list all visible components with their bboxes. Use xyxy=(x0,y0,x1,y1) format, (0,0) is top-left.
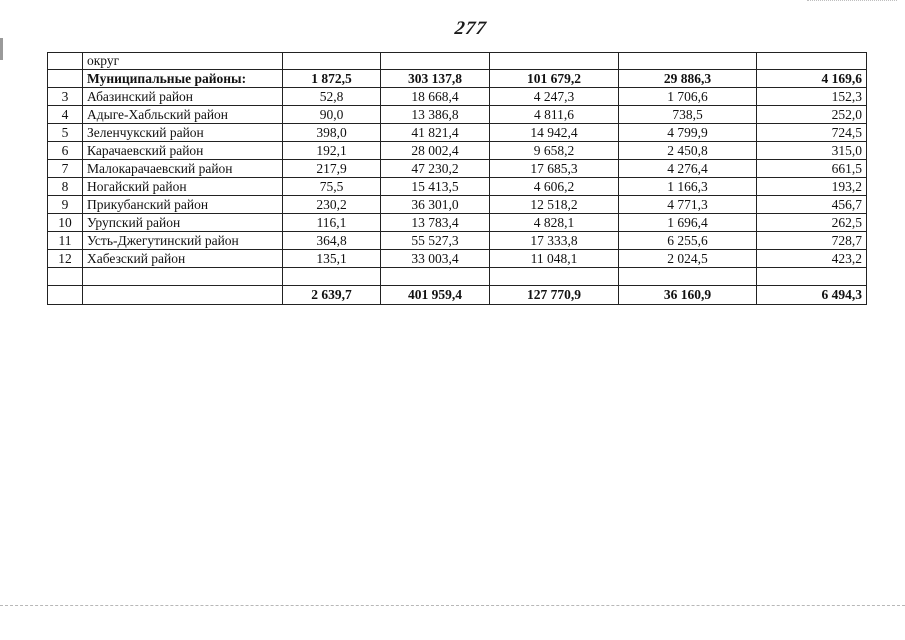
row-number: 5 xyxy=(48,124,83,142)
cell-col1: 1 872,5 xyxy=(283,70,381,88)
row-name: Ногайский район xyxy=(83,178,283,196)
row-name xyxy=(83,268,283,286)
cell-col3: 4 606,2 xyxy=(490,178,619,196)
cell-col1: 90,0 xyxy=(283,106,381,124)
row-number: 11 xyxy=(48,232,83,250)
cell-col5: 456,7 xyxy=(757,196,867,214)
cell-col1: 217,9 xyxy=(283,160,381,178)
cell-col3: 9 658,2 xyxy=(490,142,619,160)
cell-col4 xyxy=(619,268,757,286)
cell-col1 xyxy=(283,53,381,70)
cell-col4: 1 696,4 xyxy=(619,214,757,232)
cell-col3: 4 811,6 xyxy=(490,106,619,124)
row-name: Абазинский район xyxy=(83,88,283,106)
cell-col2: 13 783,4 xyxy=(381,214,490,232)
cell-col2: 41 821,4 xyxy=(381,124,490,142)
row-name: округ xyxy=(83,53,283,70)
cell-col5: 423,2 xyxy=(757,250,867,268)
table-row-empty xyxy=(48,268,867,286)
cell-col2: 13 386,8 xyxy=(381,106,490,124)
row-number: 3 xyxy=(48,88,83,106)
cell-col5: 315,0 xyxy=(757,142,867,160)
cell-col1: 75,5 xyxy=(283,178,381,196)
cell-col4 xyxy=(619,53,757,70)
cell-col3 xyxy=(490,268,619,286)
cell-col5: 262,5 xyxy=(757,214,867,232)
cell-col4: 2 450,8 xyxy=(619,142,757,160)
table-body xyxy=(48,53,867,305)
row-name: Муниципальные районы: xyxy=(83,70,283,88)
cell-col2 xyxy=(381,268,490,286)
cell-col5 xyxy=(757,268,867,286)
cell-col4: 1 166,3 xyxy=(619,178,757,196)
table-row xyxy=(48,142,867,160)
row-name xyxy=(83,286,283,305)
cell-col3: 12 518,2 xyxy=(490,196,619,214)
row-name: Малокарачаевский район xyxy=(83,160,283,178)
row-name: Адыге-Хабльский район xyxy=(83,106,283,124)
row-name: Прикубанский район xyxy=(83,196,283,214)
cell-col4: 4 276,4 xyxy=(619,160,757,178)
cell-col4: 2 024,5 xyxy=(619,250,757,268)
cell-col2: 36 301,0 xyxy=(381,196,490,214)
cell-col3: 14 942,4 xyxy=(490,124,619,142)
cell-col2: 303 137,8 xyxy=(381,70,490,88)
table-row xyxy=(48,124,867,142)
table-row xyxy=(48,250,867,268)
cell-col3 xyxy=(490,53,619,70)
cell-col4: 4 799,9 xyxy=(619,124,757,142)
cell-col4: 29 886,3 xyxy=(619,70,757,88)
cell-col3: 4 247,3 xyxy=(490,88,619,106)
cell-col5: 193,2 xyxy=(757,178,867,196)
scan-divider-line xyxy=(0,605,905,606)
cell-col5: 661,5 xyxy=(757,160,867,178)
row-number: 4 xyxy=(48,106,83,124)
table-row xyxy=(48,106,867,124)
cell-col4: 6 255,6 xyxy=(619,232,757,250)
row-number xyxy=(48,53,83,70)
table-row-top xyxy=(48,53,867,70)
row-number: 6 xyxy=(48,142,83,160)
row-number: 12 xyxy=(48,250,83,268)
table-row xyxy=(48,178,867,196)
cell-col1: 192,1 xyxy=(283,142,381,160)
cell-col1: 52,8 xyxy=(283,88,381,106)
row-number: 10 xyxy=(48,214,83,232)
table-row-total xyxy=(48,286,867,305)
cell-col3: 4 828,1 xyxy=(490,214,619,232)
cell-col4: 36 160,9 xyxy=(619,286,757,305)
cell-col5: 252,0 xyxy=(757,106,867,124)
row-name: Хабезский район xyxy=(83,250,283,268)
cell-col2: 15 413,5 xyxy=(381,178,490,196)
row-number: 7 xyxy=(48,160,83,178)
cell-col4: 1 706,6 xyxy=(619,88,757,106)
table-row xyxy=(48,160,867,178)
row-number xyxy=(48,268,83,286)
cell-col5: 152,3 xyxy=(757,88,867,106)
cell-col5: 6 494,3 xyxy=(757,286,867,305)
table-row xyxy=(48,214,867,232)
cell-col1: 2 639,7 xyxy=(283,286,381,305)
row-name: Урупский район xyxy=(83,214,283,232)
budget-table xyxy=(47,52,867,305)
row-number xyxy=(48,70,83,88)
cell-col2: 33 003,4 xyxy=(381,250,490,268)
cell-col5: 728,7 xyxy=(757,232,867,250)
cell-col2: 55 527,3 xyxy=(381,232,490,250)
cell-col5 xyxy=(757,53,867,70)
cell-col2 xyxy=(381,53,490,70)
cell-col2: 401 959,4 xyxy=(381,286,490,305)
table-row xyxy=(48,232,867,250)
row-number: 8 xyxy=(48,178,83,196)
scan-corner-mark xyxy=(807,0,897,7)
cell-col2: 18 668,4 xyxy=(381,88,490,106)
cell-col1: 364,8 xyxy=(283,232,381,250)
row-name: Зеленчукский район xyxy=(83,124,283,142)
row-name: Усть-Джегутинский район xyxy=(83,232,283,250)
cell-col4: 738,5 xyxy=(619,106,757,124)
cell-col3: 17 333,8 xyxy=(490,232,619,250)
cell-col1: 230,2 xyxy=(283,196,381,214)
cell-col5: 724,5 xyxy=(757,124,867,142)
cell-col1 xyxy=(283,268,381,286)
table-row xyxy=(48,88,867,106)
page-number: 277 xyxy=(453,18,489,39)
cell-col1: 116,1 xyxy=(283,214,381,232)
cell-col2: 28 002,4 xyxy=(381,142,490,160)
table-row-subtotal xyxy=(48,70,867,88)
table-row xyxy=(48,196,867,214)
cell-col5: 4 169,6 xyxy=(757,70,867,88)
scan-edge-mark xyxy=(0,38,3,60)
cell-col4: 4 771,3 xyxy=(619,196,757,214)
cell-col3: 101 679,2 xyxy=(490,70,619,88)
cell-col3: 127 770,9 xyxy=(490,286,619,305)
cell-col1: 135,1 xyxy=(283,250,381,268)
cell-col3: 11 048,1 xyxy=(490,250,619,268)
cell-col1: 398,0 xyxy=(283,124,381,142)
cell-col2: 47 230,2 xyxy=(381,160,490,178)
cell-col3: 17 685,3 xyxy=(490,160,619,178)
row-name: Карачаевский район xyxy=(83,142,283,160)
row-number: 9 xyxy=(48,196,83,214)
row-number xyxy=(48,286,83,305)
